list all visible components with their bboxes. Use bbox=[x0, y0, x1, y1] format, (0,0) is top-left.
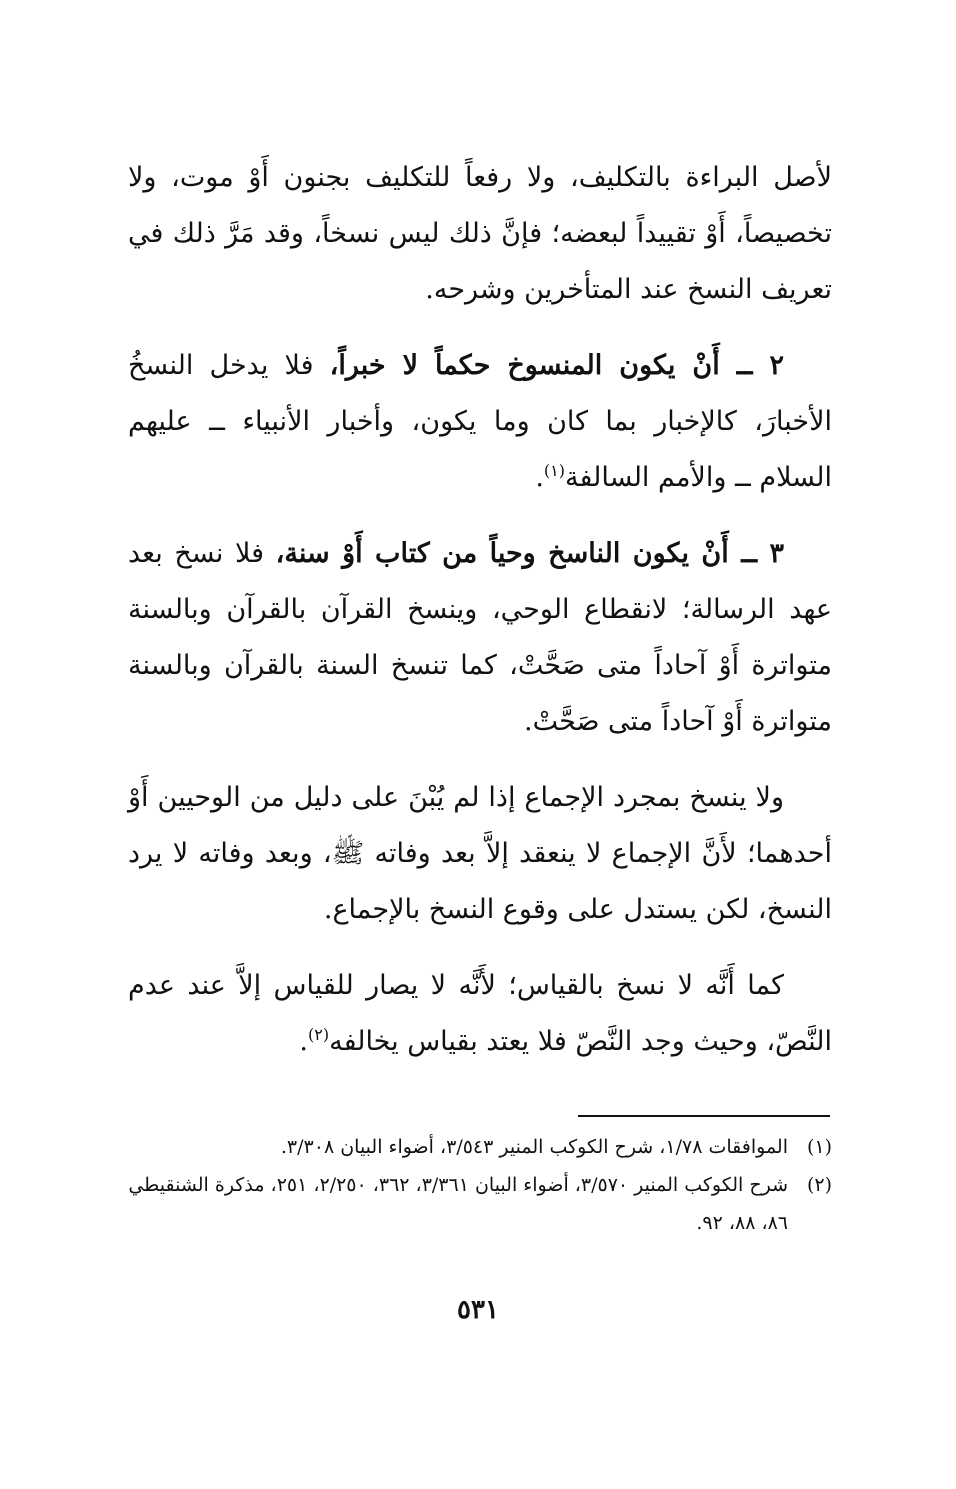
paragraph-5-text: كما أَنَّه لا نسخ بالقياس؛ لأَنَّه لا يصار للقياس إلاَّ عند عدم النَّصّ، وحيث وجد النَّصّ فلا يعتد بقياس يخالفه bbox=[128, 970, 832, 1057]
footnote-ref-1[interactable]: (١) bbox=[543, 461, 566, 480]
paragraph-4-text: ولا ينسخ بمجرد الإجماع إذا لم يُبْنَ على دليل من الوحيين أَوْ أحدهما؛ لأَنَّ الإجماع لا ينعقد إلاَّ بعد وفاته ﷺ، وبعد وفاته لا يرد النسخ، لكن يستدل على وقوع النسخ بالإجماع. bbox=[128, 782, 832, 925]
footnote-2-number: (٢) bbox=[806, 1174, 832, 1196]
condition-2-end: . bbox=[535, 462, 544, 493]
footnote-1 bbox=[128, 1128, 832, 1166]
paragraph-continuation bbox=[128, 150, 832, 318]
condition-3-heading: ٣ ــ أَنْ يكون الناسخ وحياً من كتاب أَوْ سنة، bbox=[275, 538, 784, 569]
page-body bbox=[128, 150, 832, 1070]
paragraph-qiyas bbox=[128, 958, 832, 1070]
footnote-1-text: الموافقات ١/٧٨، شرح الكوكب المنير ٣/٥٤٣، أضواء البيان ٣/٣٠٨. bbox=[280, 1136, 788, 1158]
page-number: ٥٣١ bbox=[457, 1295, 499, 1325]
footnote-divider bbox=[578, 1115, 830, 1117]
footnote-1-number: (١) bbox=[806, 1136, 832, 1158]
paragraph-condition-3 bbox=[128, 526, 832, 750]
condition-2-text: فلا يدخل النسخُ الأخبارَ، كالإخبار بما كان وما يكون، وأخبار الأنبياء ــ عليهم السلام ــ والأمم السالفة bbox=[128, 350, 832, 493]
footnote-2 bbox=[128, 1166, 832, 1242]
footnotes bbox=[128, 1128, 832, 1242]
footnote-ref-2[interactable]: (٢) bbox=[308, 1025, 330, 1044]
footnote-2-text: شرح الكوكب المنير ٣/٥٧٠، أضواء البيان ٣/٣٦١، ٣٦٢، ٢/٢٥٠، ٢٥١، مذكرة الشنقيطي ٨٦، ٨٨، ٩٢. bbox=[128, 1174, 788, 1234]
paragraph-1-text: لأصل البراءة بالتكليف، ولا رفعاً للتكليف بجنون أَوْ موت، ولا تخصيصاً، أَوْ تقييداً لبعضه؛ فإنَّ ذلك ليس نسخاً، وقد مَرَّ ذلك في تعريف النسخ عند المتأخرين وشرحه. bbox=[128, 162, 832, 305]
paragraph-condition-2 bbox=[128, 338, 832, 506]
condition-3-text: فلا نسخ بعد عهد الرسالة؛ لانقطاع الوحي، وينسخ القرآن بالقرآن وبالسنة متواترة أَوْ آحاداً متى صَحَّتْ، كما تنسخ السنة بالقرآن وبالسنة متواترة أَوْ آحاداً متى صَحَّتْ. bbox=[128, 538, 832, 737]
paragraph-ijma bbox=[128, 770, 832, 938]
condition-2-heading: ٢ ــ أَنْ يكون المنسوخ حكماً لا خبراً، bbox=[329, 350, 784, 381]
paragraph-5-end: . bbox=[299, 1026, 308, 1057]
